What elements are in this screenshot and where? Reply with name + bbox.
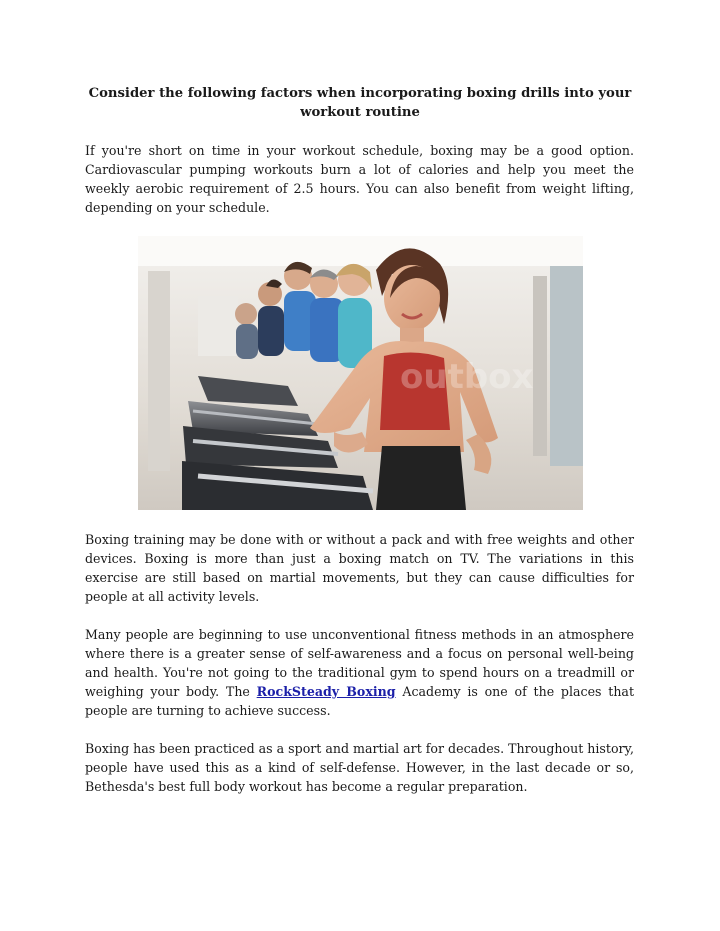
paragraph-unconventional bbox=[85, 625, 634, 720]
document-title: Consider the following factors when incorporating boxing drills into your workout routine bbox=[88, 86, 632, 120]
paragraph-3-text-after: Academy is one of the places that people are turning to achieve success. bbox=[85, 684, 634, 719]
photo-watermark: outbox bbox=[400, 357, 534, 397]
treadmill-photo bbox=[138, 236, 583, 510]
paragraph-3-text-before: Many people are beginning to use unconventional fitness methods in an atmosphere where there is a greater sense of self-awareness and a focus on personal well-being and health. You're not going to the traditional gym to spend hours on a treadmill or weighing your body. The bbox=[85, 627, 634, 700]
rocksteady-boxing-link[interactable]: RockSteady Boxing bbox=[256, 684, 396, 700]
paragraph-intro: If you're short on time in your workout schedule, boxing may be a good option. Cardiovascular pumping workouts burn a lot of calories and help you meet the weekly aerobic requirement of 2.5 hours. You can also benefit from weight lifting, depending on your schedule. bbox=[85, 143, 634, 216]
paragraph-history: Boxing has been practiced as a sport and martial art for decades. Throughout history, people have used this as a kind of self-defense. However, in the last decade or so, Bethesda's best full body workout has become a regular preparation. bbox=[85, 741, 634, 795]
paragraph-training: Boxing training may be done with or without a pack and with free weights and other devices. Boxing is more than just a boxing match on TV. The variations in this exercise are still based on martial movements, but they can cause difficulties for people at all activity levels. bbox=[85, 532, 634, 605]
